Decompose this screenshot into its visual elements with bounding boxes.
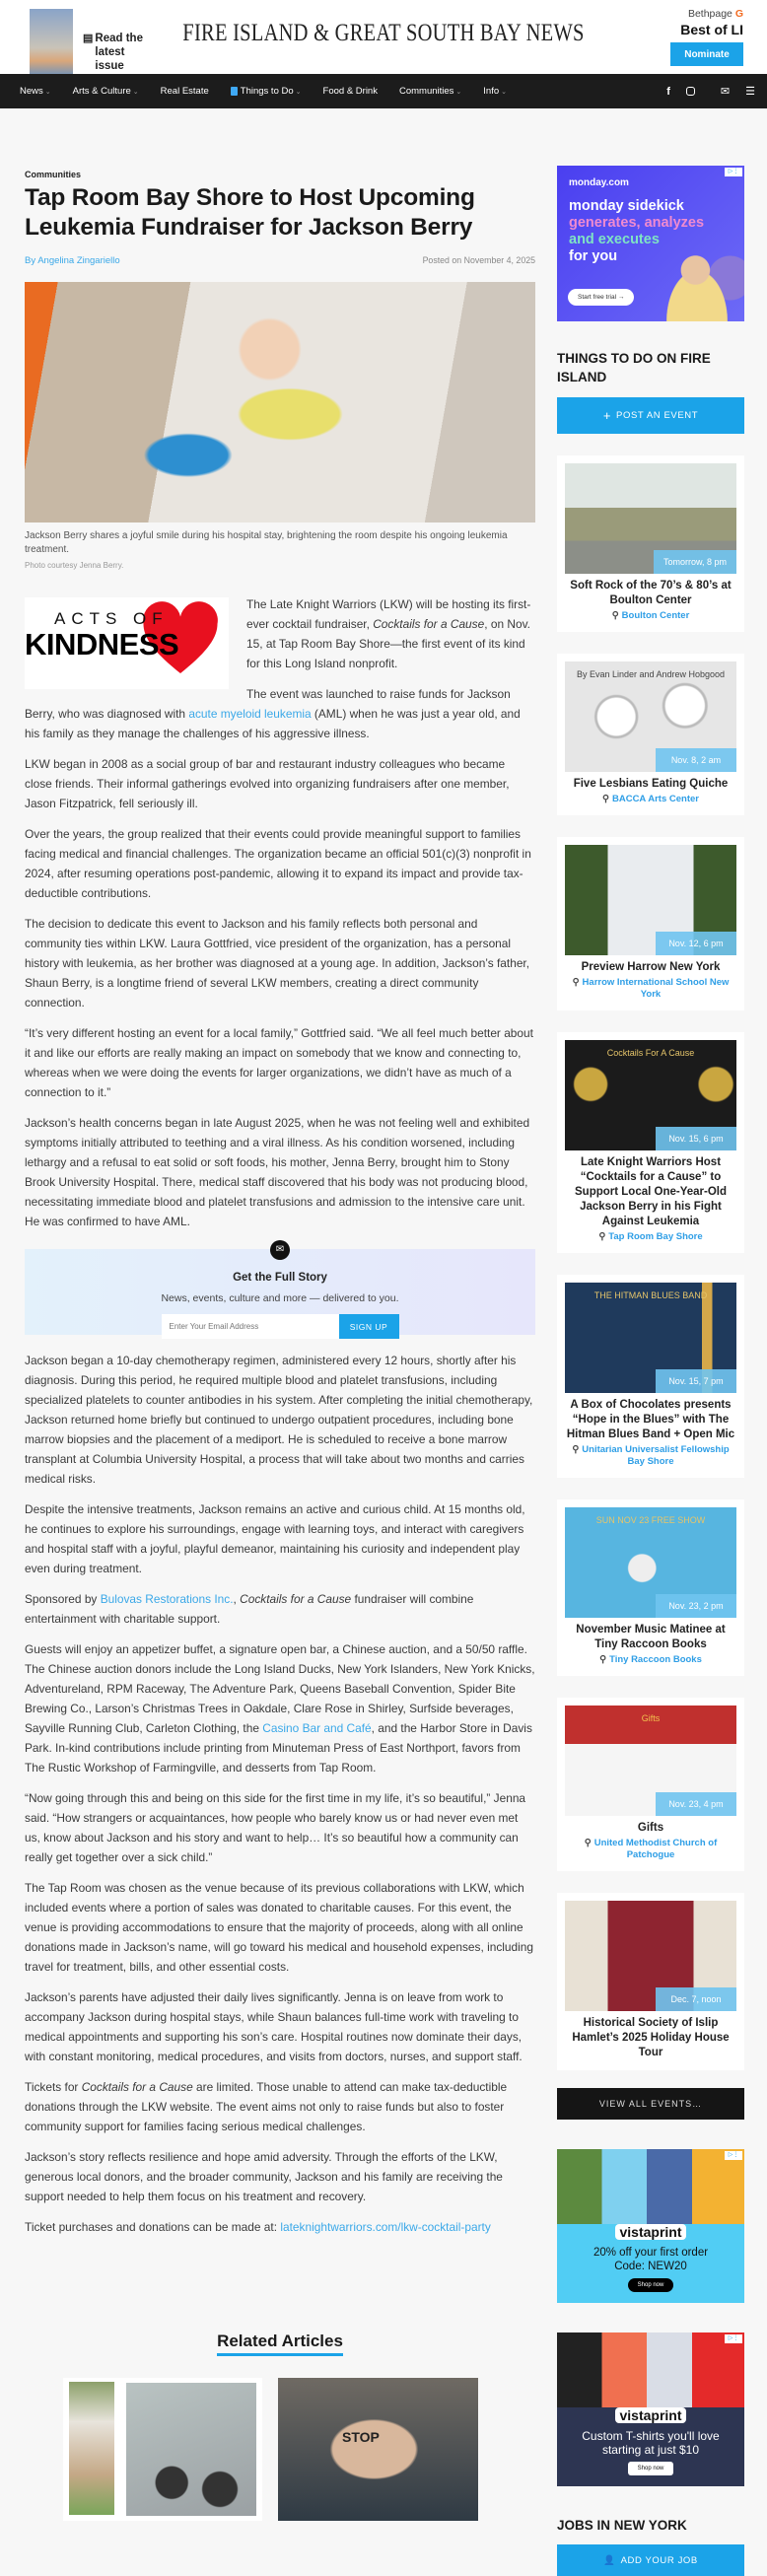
calendar-icon <box>231 87 238 96</box>
emphasis-text: Cocktails for a Cause <box>373 617 485 631</box>
event-date-badge: Nov. 8, 2 am <box>656 748 736 772</box>
ad-choices-icon[interactable]: ▷⋮ <box>725 2151 742 2160</box>
add-job-button[interactable]: 👤 ADD YOUR JOB <box>557 2544 744 2576</box>
map-pin-icon: ⚲ <box>572 1444 580 1455</box>
event-title[interactable]: Historical Society of Islip Hamlet’s 2025 Holiday House Tour <box>572 2017 730 2058</box>
nav-item-arts-culture[interactable]: Arts & Culture ⌄ <box>72 86 139 97</box>
text-run: Guests will enjoy an appetizer buffet, a signature open bar, a Chinese auction, and a 50/50 raffle. The Chinese auction donors include the Long Island Ducks, New York Islanders, New York Knicks, Adventureland, RPM Raceway, The Adventure Park, Queens Baseball Convention, Spider Bite Brewing Co., Larson’s Christmas Trees in Oakdale, Clare Rose in Shirley, Surfside beverages, Sayville Running Club, Carleton Clothing, the <box>25 1642 535 1735</box>
paragraph <box>25 1023 535 1102</box>
bethpage-logo-icon: G <box>734 8 743 20</box>
nav-item-things-to-do[interactable]: Things to Do ⌄ <box>231 86 302 97</box>
text-run: , and the Harbor Store in Davis Park. In-kind contributions include printing from Minuteman Press of East Northport, favors from The Rustic Workshop of Farmingville, and desserts from Tap Room. <box>25 1721 532 1775</box>
nav-item-communities[interactable]: Communities ⌄ <box>398 86 462 97</box>
main-nav <box>0 74 767 108</box>
event-card[interactable] <box>557 1893 744 2070</box>
event-location[interactable]: ⚲ Harrow International School New York <box>572 977 730 1000</box>
sidebar <box>557 108 744 2576</box>
event-image: THE HITMAN BLUES BAND Nov. 15, 7 pm <box>565 1283 736 1393</box>
chevron-down-icon: ⌄ <box>455 88 462 96</box>
event-title[interactable]: Preview Harrow New York <box>581 961 721 973</box>
event-date-badge: Tomorrow, 8 pm <box>654 550 736 574</box>
event-title[interactable]: Gifts <box>637 1822 664 1834</box>
best-of-li: Bethpage G Best of LI <box>680 8 743 37</box>
author-link[interactable]: By Angelina Zingariello <box>25 255 120 266</box>
latest-issue-cover[interactable] <box>30 9 73 74</box>
email-input[interactable] <box>162 1314 339 1339</box>
text-run: Over the years, the group realized that their events could provide meaningful support to families facing medical and financial challenges. The organization became an official 501(c)(3) nonprofit in 2024, after resuming operations post-pandemic, allowing it to expand its impact and provide tax-deductible contributions. <box>25 827 531 900</box>
text-run: (AML) when he was just a year old, and his family as they manage the challenges of his aggressive illness. <box>25 707 521 740</box>
text-run: , on Nov. 15, at Tap Room Bay Shore—the first event of its kind for this Long Island nonprofit. <box>246 617 530 670</box>
map-pin-icon: ⚲ <box>599 1654 607 1665</box>
text-run: Sponsored by <box>25 1592 101 1606</box>
chevron-down-icon: ⌄ <box>44 88 51 96</box>
ad-choices-icon[interactable]: ▷⋮ <box>725 168 742 176</box>
paragraph <box>25 2147 535 2206</box>
text-run: “Now going through this and being on this side for the first time in my life, it’s so beautiful,” Jenna said. “How strangers or acquaintances, how people who barely know us or had never even met us, know about Jackson and his story and want to help… It’s so beautiful how a community can really get together over a sick child.” <box>25 1791 526 1864</box>
menu-icon[interactable]: ☰ <box>745 86 755 98</box>
related-articles <box>25 2332 535 2521</box>
text-run: The event was launched to raise funds for Jackson Berry, who was diagnosed with <box>25 687 511 721</box>
emphasis-text: Cocktails for a Cause <box>240 1592 352 1606</box>
shop-now-button[interactable]: Shop now <box>628 2462 674 2475</box>
nav-item-info[interactable]: Info ⌄ <box>483 86 508 97</box>
event-image: SUN NOV 23 FREE SHOW Nov. 23, 2 pm <box>565 1507 736 1618</box>
ad-choices-icon[interactable]: ▷⋮ <box>725 2334 742 2343</box>
shop-now-button[interactable]: Shop now <box>628 2278 674 2292</box>
event-image <box>565 1901 736 2011</box>
text-run: , <box>233 1592 241 1606</box>
text-run: The Late Knight Warriors (LKW) will be hosting its first-ever cocktail fundraiser, <box>246 597 531 631</box>
text-run: Despite the intensive treatments, Jackson remains an active and curious child. At 15 months old, he continues to explore his surroundings, engage with learning toys, and interact with caregivers and hospital staff with a joyful, playful demeanor, maintaining his curiosity and independent play even during treatment. <box>25 1502 525 1575</box>
event-date-badge: Nov. 23, 2 pm <box>656 1594 736 1618</box>
text-run: Jackson’s parents have adjusted their daily lives significantly. Jenna is on leave from work to accompany Jackson during hospital stays, while Shaun balances full-time work with traveling to medical appointments and supporting his son’s care. Hospital routines now dominate their days, with constant monitoring, medical procedures, and visits from doctors, nurses, and support staff. <box>25 1990 523 2063</box>
text-run: Jackson’s story reflects resilience and hope amid adversity. Through the efforts of the LKW, generous local donors, and the broader community, Jackson and his family are receiving the support needed to help them focus on his treatment and recovery. <box>25 2150 503 2203</box>
map-pin-icon: ⚲ <box>611 610 619 621</box>
event-date-badge: Nov. 12, 6 pm <box>656 932 736 955</box>
text-run: Jackson began a 10-day chemotherapy regimen, administered every 12 hours, shortly after his diagnosis. During this period, he required multiple blood and platelet transfusions, including specialized platelets to counter antibodies in his system. After completing the initial chemotherapy, Jackson returned home briefly but continued to undergo outpatient procedures, including bone marrow biopsies and the placement of a mediport. He is scheduled to receive a bone marrow transplant at Columbia University Hospital, a process that will take about two months and carries medical risks. <box>25 1354 533 1486</box>
event-location[interactable]: ⚲ Unitarian Universalist Fellowship Bay Shore <box>572 1444 730 1467</box>
chevron-down-icon: ⌄ <box>295 88 302 96</box>
event-date-badge: Nov. 15, 7 pm <box>656 1369 736 1393</box>
emphasis-text: Cocktails for a Cause <box>81 2080 193 2094</box>
facebook-icon[interactable]: f <box>666 85 670 98</box>
event-image: Cocktails For A Cause Nov. 15, 6 pm <box>565 1040 736 1150</box>
text-run: “It’s very different hosting an event for a local family,” Gottfried said. “We all feel much better about it and like our efforts are really making an impact on somebody that we know and connecting to, whereas when we were doing the events for larger organizations, we didn’t have as much of a connection to it.” <box>25 1026 533 1099</box>
paragraph <box>25 1589 535 1629</box>
article <box>25 108 535 2576</box>
related-article-card[interactable] <box>63 2378 262 2521</box>
event-card[interactable] <box>557 654 744 815</box>
related-articles-title: Related Articles <box>217 2332 343 2356</box>
paragraph <box>25 684 535 743</box>
event-title[interactable]: Five Lesbians Eating Quiche <box>573 778 729 790</box>
text-run: Tickets for <box>25 2080 82 2094</box>
event-title[interactable]: Soft Rock of the 70’s & 80’s at Boulton Center <box>570 580 732 606</box>
plus-icon: + <box>602 408 612 423</box>
view-all-events-button[interactable]: VIEW ALL EVENTS… <box>557 2088 744 2120</box>
event-card[interactable] <box>557 1275 744 1478</box>
event-location[interactable]: ⚲ Boulton Center <box>611 610 690 621</box>
event-location[interactable]: ⚲ Tap Room Bay Shore <box>598 1231 703 1242</box>
event-date-badge: Nov. 15, 6 pm <box>656 1127 736 1150</box>
article-title: Tap Room Bay Shore to Host Upcoming Leukemia Fundraiser for Jackson Berry <box>25 184 475 241</box>
monday-ad[interactable]: ▷⋮ monday.com monday sidekick generates, analyzes and executes for you Start free trial → <box>557 166 744 321</box>
paragraph <box>25 1113 535 1231</box>
article-body <box>25 594 535 2237</box>
paragraph <box>25 1351 535 1489</box>
map-pin-icon: ⚲ <box>602 794 609 804</box>
nominate-button[interactable]: Nominate <box>670 42 743 66</box>
event-image <box>565 845 736 955</box>
add-user-icon: 👤 <box>603 2554 616 2566</box>
event-location[interactable]: ⚲ Tiny Raccoon Books <box>599 1654 702 1665</box>
event-location[interactable]: ⚲ BACCA Arts Center <box>602 794 699 804</box>
post-date: Posted on November 4, 2025 <box>422 255 535 265</box>
event-location[interactable]: ⚲ United Methodist Church of Patchogue <box>584 1838 718 1860</box>
map-pin-icon: ⚲ <box>598 1231 606 1242</box>
photo-credit: Photo courtesy Jenna Berry. <box>25 561 124 570</box>
paragraph <box>25 1987 535 2066</box>
image-caption: Jackson Berry shares a joyful smile during his hospital stay, brightening the room despite his ongoing leukemia treatment. <box>25 530 508 555</box>
nav-item-news[interactable]: News ⌄ <box>20 86 51 97</box>
event-title[interactable]: November Music Matinee at Tiny Raccoon Books <box>576 1624 726 1650</box>
paragraph <box>25 914 535 1012</box>
chevron-down-icon: ⌄ <box>132 88 139 96</box>
event-image: By Evan Linder and Andrew Hobgood Nov. 8, 2 am <box>565 661 736 772</box>
event-card[interactable] <box>557 837 744 1010</box>
paragraph <box>25 1639 535 1777</box>
event-card[interactable] <box>557 455 744 632</box>
events-heading: THINGS TO DO ON FIRE ISLAND <box>557 351 711 384</box>
inline-link[interactable]: Casino Bar and Café <box>262 1721 372 1735</box>
start-free-trial-button[interactable]: Start free trial → <box>568 289 634 306</box>
text-run: The decision to dedicate this event to Jackson and his family reflects both personal and community ties within LKW. Laura Gottfried, vice president of the organization, has a personal history with leukemia, as her brother was diagnosed at a young age. In addition, Jackson’s father, Shaun Berry, is a longtime friend of several LKW members, creating a direct community connection. <box>25 917 530 1010</box>
vistaprint-ad[interactable]: ▷⋮ vistaprint Custom T-shirts you'll love starting at just $10 Shop now <box>557 2332 744 2486</box>
event-date-badge: Nov. 23, 4 pm <box>656 1792 736 1816</box>
sign-up-button[interactable]: SIGN UP <box>339 1314 399 1339</box>
nav-item-food-drink[interactable]: Food & Drink <box>322 86 378 97</box>
site-logo[interactable]: FIRE ISLAND & GREAT SOUTH BAY NEWS <box>182 20 585 46</box>
text-run: Jackson’s health concerns began in late August 2025, when he was not feeling well and exhibited symptoms initially attributed to teething and a viral illness. As his condition worsened, including lethargy and a refusal to eat solid or soft foods, his mother, Jenna Berry, brought him to Stony Brook University Hospital. There, medical staff discovered that his body was not producing blood, necessitating immediate blood and platelet transfusions and admission to the intensive care unit. He was confirmed to have AML. <box>25 1116 530 1228</box>
read-latest-issue-link[interactable]: ▤ Read the latest issue <box>79 30 156 75</box>
inline-link[interactable]: lateknightwarriors.com/lkw-cocktail-party <box>280 2220 491 2234</box>
map-pin-icon: ⚲ <box>572 977 580 988</box>
event-card[interactable] <box>557 1032 744 1253</box>
paragraph <box>25 1499 535 1578</box>
newsletter-signup: ✉ Get the Full Story News, events, culture and more — delivered to you. Enter Your Email Address SIGN UP <box>25 1249 535 1335</box>
event-image: Gifts Nov. 23, 4 pm <box>565 1706 736 1816</box>
paragraph <box>25 1878 535 1977</box>
related-article-card[interactable]: STOP <box>278 2378 478 2521</box>
text-run: are limited. Those unable to attend can make tax-deductible donations through the LKW website. The event aims not only to raise funds but also to foster community support for families facing serious medical challenges. <box>25 2080 508 2133</box>
text-run: The Tap Room was chosen as the venue because of its previous collaborations with LKW, which included events where a portion of sales was donated to charitable causes. For this event, the venue is providing accommodations to ensure that the majority of proceeds, along with all online donations made in Jackson’s name, will go toward his medical and household expenses, including travel for treatment, bills, and other essential costs. <box>25 1881 534 1974</box>
hero-image <box>25 282 535 522</box>
event-title[interactable]: Late Knight Warriors Host “Cocktails for a Cause” to Support Local One-Year-Old Jackson Berry in his Fight Against Leukemia <box>575 1156 727 1227</box>
paragraph <box>25 754 535 813</box>
paragraph <box>25 824 535 903</box>
text-run: fundraiser will combine entertainment with charitable support. <box>25 1592 474 1626</box>
site-header <box>0 0 767 74</box>
text-run: Ticket purchases and donations can be made at: <box>25 2220 281 2234</box>
event-title[interactable]: A Box of Chocolates presents “Hope in the Blues” with The Hitman Blues Band + Open Mic <box>566 1399 735 1440</box>
newsletter-icon[interactable]: ✉ <box>720 86 731 98</box>
paragraph <box>25 2077 535 2136</box>
inline-link[interactable]: Bulovas Restorations Inc. <box>100 1592 234 1606</box>
event-image <box>565 463 736 574</box>
event-card[interactable] <box>557 1698 744 1871</box>
envelope-icon: ✉ <box>270 1240 290 1260</box>
post-event-button[interactable]: + POST AN EVENT <box>557 397 744 434</box>
paragraph <box>25 1788 535 1867</box>
chevron-down-icon: ⌄ <box>501 88 508 96</box>
map-pin-icon: ⚲ <box>584 1838 592 1848</box>
event-card[interactable] <box>557 1499 744 1676</box>
inline-link[interactable]: acute myeloid leukemia <box>188 707 312 721</box>
jobs-heading: JOBS IN NEW YORK <box>557 2518 687 2533</box>
category-label[interactable]: Communities <box>25 170 82 179</box>
acts-of-kindness-image: ACTS OF KINDNESS <box>25 597 229 689</box>
nav-item-real-estate[interactable]: Real Estate <box>160 86 209 97</box>
paragraph <box>25 2217 535 2237</box>
newspaper-icon: ▤ <box>83 33 94 44</box>
instagram-icon[interactable] <box>686 87 695 96</box>
text-run: LKW began in 2008 as a social group of bar and restaurant industry colleagues who became close friends. Their informal gatherings evolved into organizing fundraisers after one member, Jason Fitzpatrick, fell seriously ill. <box>25 757 510 810</box>
vistaprint-ad[interactable]: ▷⋮ vistaprint 20% off your first order Code: NEW20 Shop now <box>557 2149 744 2303</box>
event-date-badge: Dec. 7, noon <box>656 1987 736 2011</box>
